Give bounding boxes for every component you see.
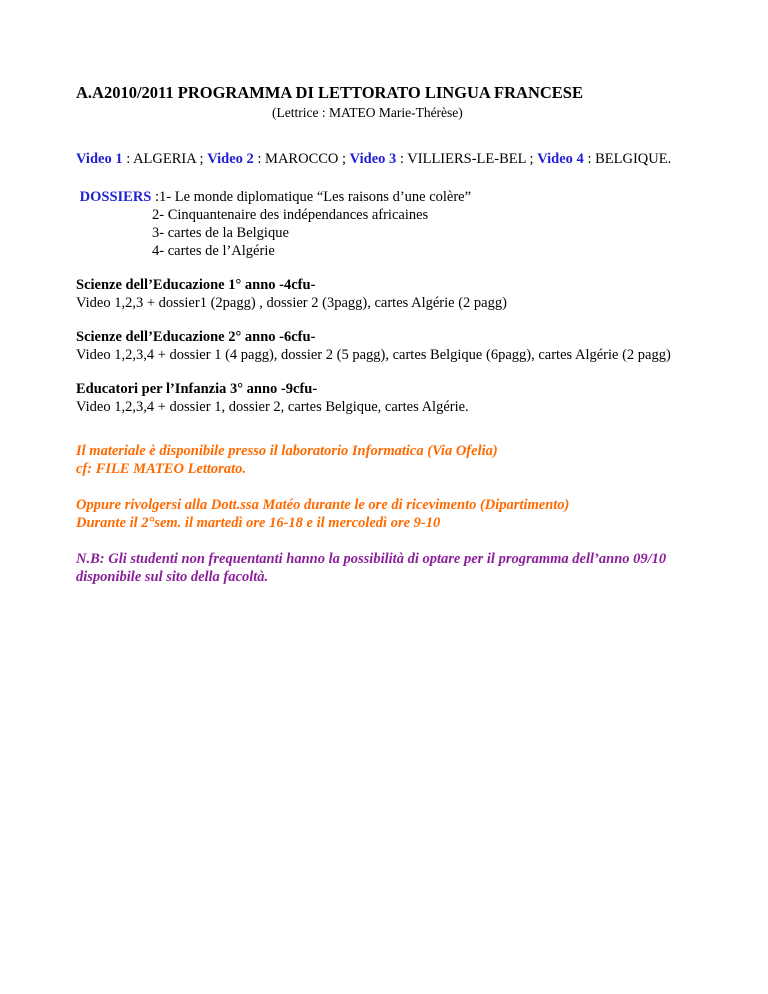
nb-note: N.B: Gli studenti non frequentanti hanno la possibilità di optare per il programma dell’anno 09/10 disponibile sul sito della facoltà. <box>76 551 667 585</box>
material-note-line-1: Il materiale è disponibile presso il laboratorio Informatica (Via Ofelia) <box>76 443 498 459</box>
section-1-body: Video 1,2,3 + dossier1 (2pagg) , dossier 2 (3pagg), cartes Algérie (2 pagg) <box>76 295 507 311</box>
video-list <box>76 150 716 168</box>
section-2-heading: Scienze dell’Educazione 2° anno -6cfu- <box>76 329 316 345</box>
material-note <box>76 442 716 478</box>
dossier-item-3: 3- cartes de la Belgique <box>152 225 289 241</box>
video-4-label: Video 4 <box>537 151 584 167</box>
document-page <box>76 84 716 586</box>
dossiers-separator: : <box>151 189 160 205</box>
contact-note-line-2: Durante il 2°sem. il martedì ore 16-18 e il mercoledì ore 9-10 <box>76 515 441 531</box>
video-4-text: : BELGIQUE. <box>583 151 672 167</box>
section-1 <box>76 276 716 312</box>
section-3 <box>76 380 716 416</box>
document-subtitle: (Lettrice : MATEO Marie-Thérèse) <box>272 105 463 120</box>
video-3-label: Video 3 <box>349 151 397 167</box>
contact-note <box>76 496 716 532</box>
contact-note-line-1: Oppure rivolgersi alla Dott.ssa Matéo durante le ore di ricevimento (Dipartimento) <box>76 497 570 513</box>
dossier-item-2: 2- Cinquantenaire des indépendances africaines <box>152 207 429 223</box>
video-1-label: Video 1 <box>76 151 123 167</box>
video-1-text: : ALGERIA ; <box>122 151 208 167</box>
dossier-items <box>76 206 716 260</box>
dossiers-label: DOSSIERS <box>79 189 152 205</box>
video-2-text: : MAROCCO ; <box>253 151 350 167</box>
dossier-item-1: 1- Le monde diplomatique “Les raisons d’une colère” <box>159 189 472 205</box>
dossiers-block <box>76 188 716 260</box>
dossier-first-row <box>76 188 716 206</box>
section-3-body: Video 1,2,3,4 + dossier 1, dossier 2, cartes Belgique, cartes Algérie. <box>76 399 469 415</box>
section-1-heading: Scienze dell’Educazione 1° anno -4cfu- <box>76 277 316 293</box>
material-note-line-2: cf: FILE MATEO Lettorato. <box>76 461 246 477</box>
dossier-item-4: 4- cartes de l’Algérie <box>152 243 275 259</box>
section-2 <box>76 328 716 364</box>
section-2-body: Video 1,2,3,4 + dossier 1 (4 pagg), dossier 2 (5 pagg), cartes Belgique (6pagg), cartes Algérie (2 pagg) <box>76 347 671 363</box>
video-3-text: : VILLIERS-LE-BEL ; <box>396 151 538 167</box>
section-3-heading: Educatori per l’Infanzia 3° anno -9cfu- <box>76 381 318 397</box>
document-title: A.A2010/2011 PROGRAMMA DI LETTORATO LINGUA FRANCESE <box>76 83 583 102</box>
video-2-label: Video 2 <box>207 151 254 167</box>
